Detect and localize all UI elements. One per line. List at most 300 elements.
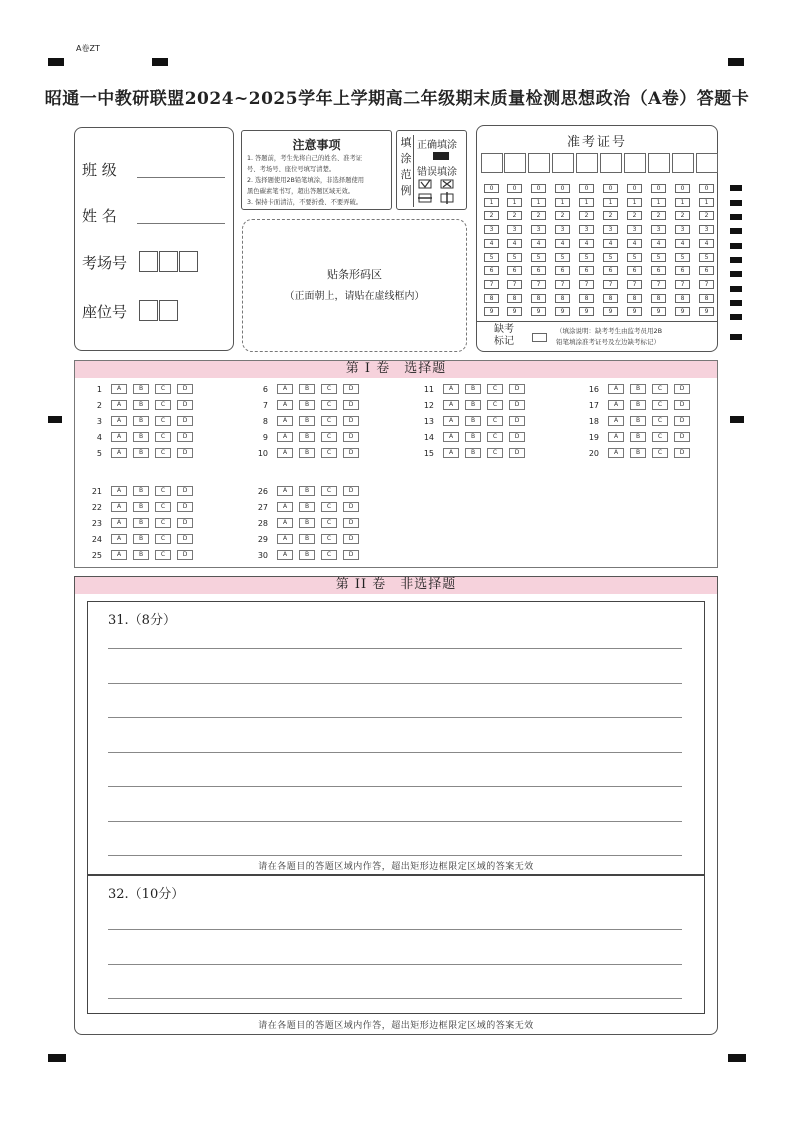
option-bubble-c[interactable]: C <box>321 448 337 458</box>
class-field[interactable] <box>137 177 225 178</box>
admission-digit-box[interactable] <box>481 153 503 173</box>
option-bubble-c[interactable]: C <box>321 550 337 560</box>
admission-digit-bubble[interactable]: 4 <box>675 239 690 248</box>
admission-digit-bubble[interactable]: 5 <box>675 253 690 262</box>
timing-mark <box>730 300 742 306</box>
admission-digit-bubble[interactable]: 0 <box>651 184 666 193</box>
admission-digit-bubble[interactable]: 6 <box>675 266 690 275</box>
option-bubble-d[interactable]: D <box>177 534 193 544</box>
option-bubble-b[interactable]: B <box>299 502 315 512</box>
admission-digit-bubble[interactable]: 2 <box>603 211 618 220</box>
option-bubble-a[interactable]: A <box>443 400 459 410</box>
timing-mark <box>730 271 742 277</box>
option-bubble-c[interactable]: C <box>652 400 668 410</box>
question-row <box>408 400 531 412</box>
admission-digit-bubble[interactable]: 4 <box>603 239 618 248</box>
admission-digit-bubble[interactable]: 1 <box>699 198 714 207</box>
admission-digit-box[interactable] <box>528 153 550 173</box>
option-bubble-d[interactable]: D <box>674 432 690 442</box>
option-bubble-a[interactable]: A <box>277 384 293 394</box>
option-bubble-d[interactable]: D <box>674 400 690 410</box>
timing-mark <box>730 228 742 234</box>
admission-digit-bubble[interactable]: 4 <box>627 239 642 248</box>
admission-digit-bubble[interactable]: 0 <box>675 184 690 193</box>
question-row <box>76 502 199 514</box>
admission-digit-bubble[interactable]: 7 <box>627 280 642 289</box>
admission-digit-bubble[interactable]: 1 <box>651 198 666 207</box>
admission-digit-bubble[interactable]: 5 <box>484 253 499 262</box>
seat-label: 座位号 <box>82 303 128 321</box>
option-bubble-c[interactable]: C <box>321 534 337 544</box>
registration-mark <box>728 1054 746 1062</box>
option-bubble-a[interactable]: A <box>443 432 459 442</box>
admission-digit-bubble[interactable]: 1 <box>531 198 546 207</box>
option-bubble-b[interactable]: B <box>465 432 481 442</box>
admission-digit-bubble[interactable]: 9 <box>579 307 594 316</box>
option-bubble-c[interactable]: C <box>155 534 171 544</box>
option-bubble-b[interactable]: B <box>133 432 149 442</box>
option-bubble-d[interactable]: D <box>177 448 193 458</box>
option-bubble-d[interactable]: D <box>177 486 193 496</box>
admission-digit-bubble[interactable]: 0 <box>579 184 594 193</box>
answer-line[interactable] <box>108 821 682 822</box>
option-bubble-d[interactable]: D <box>343 432 359 442</box>
student-info-panel <box>74 127 234 351</box>
admission-digit-bubble[interactable]: 4 <box>651 239 666 248</box>
admission-digit-bubble[interactable]: 8 <box>651 294 666 303</box>
option-bubble-c[interactable]: C <box>321 384 337 394</box>
option-bubble-c[interactable]: C <box>487 432 503 442</box>
option-bubble-d[interactable]: D <box>343 384 359 394</box>
admission-digit-bubble[interactable]: 1 <box>675 198 690 207</box>
option-bubble-b[interactable]: B <box>133 502 149 512</box>
question-row <box>573 400 696 412</box>
admission-digit-bubble[interactable]: 6 <box>484 266 499 275</box>
option-bubble-c[interactable]: C <box>321 416 337 426</box>
option-bubble-a[interactable]: A <box>277 416 293 426</box>
admission-digit-bubble[interactable]: 2 <box>555 211 570 220</box>
admission-digit-bubble[interactable]: 0 <box>699 184 714 193</box>
option-bubble-d[interactable]: D <box>343 400 359 410</box>
option-bubble-c[interactable]: C <box>652 384 668 394</box>
admission-digit-bubble[interactable]: 4 <box>507 239 522 248</box>
option-bubble-c[interactable]: C <box>155 502 171 512</box>
registration-mark <box>48 1054 66 1062</box>
admission-digit-box[interactable] <box>576 153 598 173</box>
admission-digit-box[interactable] <box>504 153 526 173</box>
correct-fill-sample-icon <box>433 152 449 160</box>
option-bubble-d[interactable]: D <box>343 502 359 512</box>
answer-line[interactable] <box>108 683 682 684</box>
admission-digit-bubble[interactable]: 2 <box>699 211 714 220</box>
admission-digit-bubble[interactable]: 9 <box>531 307 546 316</box>
admission-digit-bubble[interactable]: 3 <box>507 225 522 234</box>
option-bubble-b[interactable]: B <box>299 400 315 410</box>
option-bubble-a[interactable]: A <box>111 448 127 458</box>
option-bubble-a[interactable]: A <box>111 550 127 560</box>
question-number: 24 <box>91 534 102 544</box>
question-number: 20 <box>588 448 599 458</box>
option-bubble-c[interactable]: C <box>487 448 503 458</box>
option-bubble-c[interactable]: C <box>321 502 337 512</box>
admission-digit-bubble[interactable]: 8 <box>579 294 594 303</box>
timing-mark <box>730 257 742 263</box>
option-bubble-a[interactable]: A <box>443 416 459 426</box>
admission-digit-bubble[interactable]: 3 <box>603 225 618 234</box>
registration-mark <box>48 416 62 423</box>
fill-example-char: 例 <box>400 184 412 197</box>
admission-digit-box[interactable] <box>696 153 718 173</box>
admission-digit-bubble[interactable]: 0 <box>603 184 618 193</box>
question-row <box>573 384 696 396</box>
admission-digit-bubble[interactable]: 7 <box>603 280 618 289</box>
option-bubble-d[interactable]: D <box>674 384 690 394</box>
question-row <box>242 550 365 562</box>
admission-digit-bubble[interactable]: 7 <box>699 280 714 289</box>
admission-digit-bubble[interactable]: 8 <box>507 294 522 303</box>
option-bubble-b[interactable]: B <box>299 550 315 560</box>
option-bubble-c[interactable]: C <box>321 518 337 528</box>
admission-digit-bubble[interactable]: 2 <box>507 211 522 220</box>
admission-digit-bubble[interactable]: 7 <box>531 280 546 289</box>
admission-digit-bubble[interactable]: 9 <box>555 307 570 316</box>
answer-line[interactable] <box>108 648 682 649</box>
admission-digit-bubble[interactable]: 7 <box>507 280 522 289</box>
question-row <box>408 432 531 444</box>
option-bubble-d[interactable]: D <box>343 448 359 458</box>
option-bubble-c[interactable]: C <box>155 448 171 458</box>
admission-digit-bubble[interactable]: 3 <box>555 225 570 234</box>
question-row <box>408 448 531 460</box>
option-bubble-b[interactable]: B <box>630 432 646 442</box>
option-bubble-d[interactable]: D <box>509 432 525 442</box>
admission-digit-bubble[interactable]: 4 <box>531 239 546 248</box>
admission-digit-bubble[interactable]: 0 <box>531 184 546 193</box>
option-bubble-d[interactable]: D <box>343 550 359 560</box>
option-bubble-a[interactable]: A <box>111 416 127 426</box>
admission-digit-bubble[interactable]: 9 <box>603 307 618 316</box>
admission-digit-bubble[interactable]: 8 <box>555 294 570 303</box>
question-number: 2 <box>96 400 102 410</box>
option-bubble-c[interactable]: C <box>487 416 503 426</box>
answer-line[interactable] <box>108 998 682 999</box>
admission-digit-bubble[interactable]: 7 <box>555 280 570 289</box>
admission-digit-bubble[interactable]: 7 <box>675 280 690 289</box>
admission-digit-bubble[interactable]: 3 <box>484 225 499 234</box>
question-row <box>573 432 696 444</box>
admission-digit-bubble[interactable]: 1 <box>603 198 618 207</box>
admission-digit-bubble[interactable]: 1 <box>579 198 594 207</box>
admission-digit-bubble[interactable]: 6 <box>651 266 666 275</box>
option-bubble-a[interactable]: A <box>443 384 459 394</box>
option-bubble-c[interactable]: C <box>155 384 171 394</box>
admission-digit-bubble[interactable]: 5 <box>627 253 642 262</box>
admission-digit-bubble[interactable]: 8 <box>675 294 690 303</box>
admission-digit-bubble[interactable]: 0 <box>507 184 522 193</box>
option-bubble-d[interactable]: D <box>509 384 525 394</box>
name-label: 姓 名 <box>82 207 117 225</box>
option-bubble-a[interactable]: A <box>277 518 293 528</box>
admission-digit-bubble[interactable]: 9 <box>627 307 642 316</box>
question-number: 15 <box>423 448 434 458</box>
admission-digit-bubble[interactable]: 9 <box>651 307 666 316</box>
option-bubble-b[interactable]: B <box>465 384 481 394</box>
admission-digit-bubble[interactable]: 5 <box>507 253 522 262</box>
timing-mark <box>730 314 742 320</box>
admission-digit-bubble[interactable]: 8 <box>484 294 499 303</box>
answer-line[interactable] <box>108 929 682 930</box>
admission-digit-bubble[interactable]: 5 <box>651 253 666 262</box>
admission-digit-bubble[interactable]: 2 <box>675 211 690 220</box>
option-bubble-c[interactable]: C <box>652 432 668 442</box>
admission-digit-bubble[interactable]: 2 <box>651 211 666 220</box>
option-bubble-a[interactable]: A <box>277 432 293 442</box>
admission-digit-box[interactable] <box>672 153 694 173</box>
question-number: 1 <box>96 384 102 394</box>
option-bubble-c[interactable]: C <box>487 400 503 410</box>
option-bubble-b[interactable]: B <box>630 400 646 410</box>
admission-digit-bubble[interactable]: 3 <box>579 225 594 234</box>
option-bubble-a[interactable]: A <box>608 384 624 394</box>
option-bubble-d[interactable]: D <box>177 432 193 442</box>
admission-digit-bubble[interactable]: 4 <box>484 239 499 248</box>
option-bubble-c[interactable]: C <box>155 518 171 528</box>
option-bubble-b[interactable]: B <box>299 384 315 394</box>
answer-line[interactable] <box>108 752 682 753</box>
fill-example-panel <box>396 130 467 210</box>
admission-digit-bubble[interactable]: 0 <box>484 184 499 193</box>
option-bubble-b[interactable]: B <box>133 534 149 544</box>
admission-digit-bubble[interactable]: 4 <box>699 239 714 248</box>
absent-mark-box[interactable] <box>532 333 547 342</box>
option-bubble-d[interactable]: D <box>177 502 193 512</box>
question-row <box>76 486 199 498</box>
option-bubble-d[interactable]: D <box>343 486 359 496</box>
admission-digit-bubble[interactable]: 6 <box>627 266 642 275</box>
answer-line[interactable] <box>108 855 682 856</box>
admission-digit-bubble[interactable]: 0 <box>627 184 642 193</box>
option-bubble-b[interactable]: B <box>133 448 149 458</box>
option-bubble-d[interactable]: D <box>177 416 193 426</box>
option-bubble-d[interactable]: D <box>177 384 193 394</box>
question-row <box>573 416 696 428</box>
admission-digit-bubble[interactable]: 2 <box>531 211 546 220</box>
option-bubble-b[interactable]: B <box>133 416 149 426</box>
option-bubble-a[interactable]: A <box>608 416 624 426</box>
q31-label: 31.（8分） <box>108 613 176 628</box>
admission-digit-bubble[interactable]: 4 <box>555 239 570 248</box>
option-bubble-d[interactable]: D <box>509 416 525 426</box>
option-bubble-b[interactable]: B <box>465 400 481 410</box>
option-bubble-c[interactable]: C <box>321 432 337 442</box>
admission-digit-bubble[interactable]: 9 <box>699 307 714 316</box>
option-bubble-a[interactable]: A <box>277 448 293 458</box>
option-bubble-b[interactable]: B <box>630 416 646 426</box>
option-bubble-a[interactable]: A <box>608 432 624 442</box>
admission-digit-bubble[interactable]: 9 <box>484 307 499 316</box>
option-bubble-b[interactable]: B <box>465 448 481 458</box>
option-bubble-a[interactable]: A <box>111 518 127 528</box>
admission-digit-bubble[interactable]: 3 <box>627 225 642 234</box>
option-bubble-c[interactable]: C <box>321 400 337 410</box>
option-bubble-b[interactable]: B <box>299 486 315 496</box>
admission-digit-bubble[interactable]: 9 <box>675 307 690 316</box>
option-bubble-b[interactable]: B <box>630 448 646 458</box>
option-bubble-a[interactable]: A <box>111 502 127 512</box>
option-bubble-c[interactable]: C <box>155 400 171 410</box>
admission-digit-bubble[interactable]: 3 <box>675 225 690 234</box>
question-number: 22 <box>91 502 102 512</box>
option-bubble-c[interactable]: C <box>652 448 668 458</box>
wrong-fill-label: 错误填涂 <box>417 167 457 178</box>
option-bubble-a[interactable]: A <box>608 400 624 410</box>
question-number: 14 <box>423 432 434 442</box>
notice-line: 1. 答题前，考生先将自己的姓名、准考证 <box>247 155 363 162</box>
option-bubble-b[interactable]: B <box>133 550 149 560</box>
question-number: 10 <box>257 448 268 458</box>
option-bubble-a[interactable]: A <box>111 534 127 544</box>
room-number-boxes[interactable] <box>139 251 199 272</box>
admission-digit-bubble[interactable]: 2 <box>579 211 594 220</box>
admission-digit-bubble[interactable]: 8 <box>627 294 642 303</box>
admission-digit-bubble[interactable]: 5 <box>603 253 618 262</box>
question-row <box>76 416 199 428</box>
option-bubble-c[interactable]: C <box>487 384 503 394</box>
option-bubble-a[interactable]: A <box>277 400 293 410</box>
question-number: 3 <box>96 416 102 426</box>
question-row <box>76 550 199 562</box>
option-bubble-b[interactable]: B <box>299 416 315 426</box>
option-bubble-b[interactable]: B <box>133 400 149 410</box>
option-bubble-d[interactable]: D <box>177 550 193 560</box>
question-number: 29 <box>257 534 268 544</box>
option-bubble-b[interactable]: B <box>299 448 315 458</box>
option-bubble-a[interactable]: A <box>277 502 293 512</box>
admission-digit-bubble[interactable]: 1 <box>484 198 499 207</box>
option-bubble-a[interactable]: A <box>443 448 459 458</box>
option-bubble-d[interactable]: D <box>343 416 359 426</box>
part1-title-band: 第 I 卷 选择题 <box>74 360 718 378</box>
timing-mark <box>730 334 742 340</box>
option-bubble-a[interactable]: A <box>277 486 293 496</box>
notice-body <box>247 153 387 208</box>
admission-digit-bubble[interactable]: 4 <box>579 239 594 248</box>
admission-digit-bubble[interactable]: 7 <box>484 280 499 289</box>
name-field[interactable] <box>137 223 225 224</box>
question-number: 11 <box>423 384 434 394</box>
option-bubble-c[interactable]: C <box>155 416 171 426</box>
absent-label <box>494 324 514 348</box>
option-bubble-b[interactable]: B <box>299 534 315 544</box>
admission-digit-bubble[interactable]: 6 <box>531 266 546 275</box>
admission-digit-bubble[interactable]: 9 <box>507 307 522 316</box>
option-bubble-a[interactable]: A <box>608 448 624 458</box>
option-bubble-b[interactable]: B <box>133 486 149 496</box>
admission-digit-box[interactable] <box>600 153 622 173</box>
option-bubble-a[interactable]: A <box>111 432 127 442</box>
version-tag: A卷ZT <box>76 44 100 53</box>
admission-digit-bubble[interactable]: 2 <box>484 211 499 220</box>
option-bubble-d[interactable]: D <box>509 448 525 458</box>
option-bubble-b[interactable]: B <box>465 416 481 426</box>
option-bubble-c[interactable]: C <box>155 486 171 496</box>
notice-line: 2. 选择题使用2B铅笔填涂，非选择题使用 <box>247 177 365 184</box>
admission-digit-bubble[interactable]: 2 <box>627 211 642 220</box>
option-bubble-c[interactable]: C <box>155 550 171 560</box>
admission-digit-bubble[interactable]: 6 <box>579 266 594 275</box>
option-bubble-d[interactable]: D <box>674 448 690 458</box>
question-number: 5 <box>96 448 102 458</box>
option-bubble-a[interactable]: A <box>111 486 127 496</box>
option-bubble-d[interactable]: D <box>674 416 690 426</box>
answer-line[interactable] <box>108 964 682 965</box>
admission-digit-bubble[interactable]: 1 <box>507 198 522 207</box>
admission-digit-bubble[interactable]: 1 <box>555 198 570 207</box>
admission-digit-bubble[interactable]: 1 <box>627 198 642 207</box>
option-bubble-c[interactable]: C <box>652 416 668 426</box>
admission-digit-bubble[interactable]: 5 <box>579 253 594 262</box>
admission-digit-bubble[interactable]: 6 <box>555 266 570 275</box>
option-bubble-c[interactable]: C <box>155 432 171 442</box>
option-bubble-d[interactable]: D <box>343 518 359 528</box>
option-bubble-d[interactable]: D <box>177 400 193 410</box>
admission-digit-box[interactable] <box>552 153 574 173</box>
answer-line[interactable] <box>108 717 682 718</box>
answer-line[interactable] <box>108 786 682 787</box>
admission-digit-bubble[interactable]: 8 <box>531 294 546 303</box>
absent-note-line: 铅笔填涂准考证号及左边缺考标记） <box>556 338 660 346</box>
option-bubble-a[interactable]: A <box>111 384 127 394</box>
option-bubble-a[interactable]: A <box>277 534 293 544</box>
option-bubble-d[interactable]: D <box>343 534 359 544</box>
admission-digit-bubble[interactable]: 3 <box>651 225 666 234</box>
admission-digit-bubble[interactable]: 6 <box>507 266 522 275</box>
option-bubble-b[interactable]: B <box>133 518 149 528</box>
option-bubble-a[interactable]: A <box>111 400 127 410</box>
q31-boundary-warning-wrap <box>87 858 705 872</box>
option-bubble-b[interactable]: B <box>299 518 315 528</box>
admission-digit-bubble[interactable]: 6 <box>699 266 714 275</box>
option-bubble-a[interactable]: A <box>277 550 293 560</box>
admission-digit-bubble[interactable]: 3 <box>699 225 714 234</box>
admission-digit-bubble[interactable]: 7 <box>651 280 666 289</box>
question-row <box>76 518 199 530</box>
admission-digit-bubble[interactable]: 6 <box>603 266 618 275</box>
admission-digit-bubble[interactable]: 8 <box>603 294 618 303</box>
question-row <box>242 400 365 412</box>
admission-digit-bubble[interactable]: 7 <box>579 280 594 289</box>
admission-digit-box[interactable] <box>624 153 646 173</box>
question-row <box>76 384 199 396</box>
seat-number-boxes[interactable] <box>139 300 179 321</box>
option-bubble-b[interactable]: B <box>133 384 149 394</box>
option-bubble-b[interactable]: B <box>630 384 646 394</box>
admission-digit-bubble[interactable]: 0 <box>555 184 570 193</box>
option-bubble-d[interactable]: D <box>509 400 525 410</box>
barcode-subtitle: （正面朝上，请贴在虚线框内） <box>284 291 425 302</box>
admission-digit-bubble[interactable]: 5 <box>699 253 714 262</box>
page-title: 昭通一中教研联盟2024~2025学年上学期高二年级期末质量检测思想政治（A卷）答题卡 <box>44 89 750 109</box>
admission-digit-bubble[interactable]: 5 <box>555 253 570 262</box>
q31-answer-box[interactable] <box>87 601 705 875</box>
admission-digit-box[interactable] <box>648 153 670 173</box>
admission-digit-bubble[interactable]: 5 <box>531 253 546 262</box>
admission-digit-bubble[interactable]: 8 <box>699 294 714 303</box>
option-bubble-c[interactable]: C <box>321 486 337 496</box>
option-bubble-d[interactable]: D <box>177 518 193 528</box>
admission-digit-bubble[interactable]: 3 <box>531 225 546 234</box>
option-bubble-b[interactable]: B <box>299 432 315 442</box>
